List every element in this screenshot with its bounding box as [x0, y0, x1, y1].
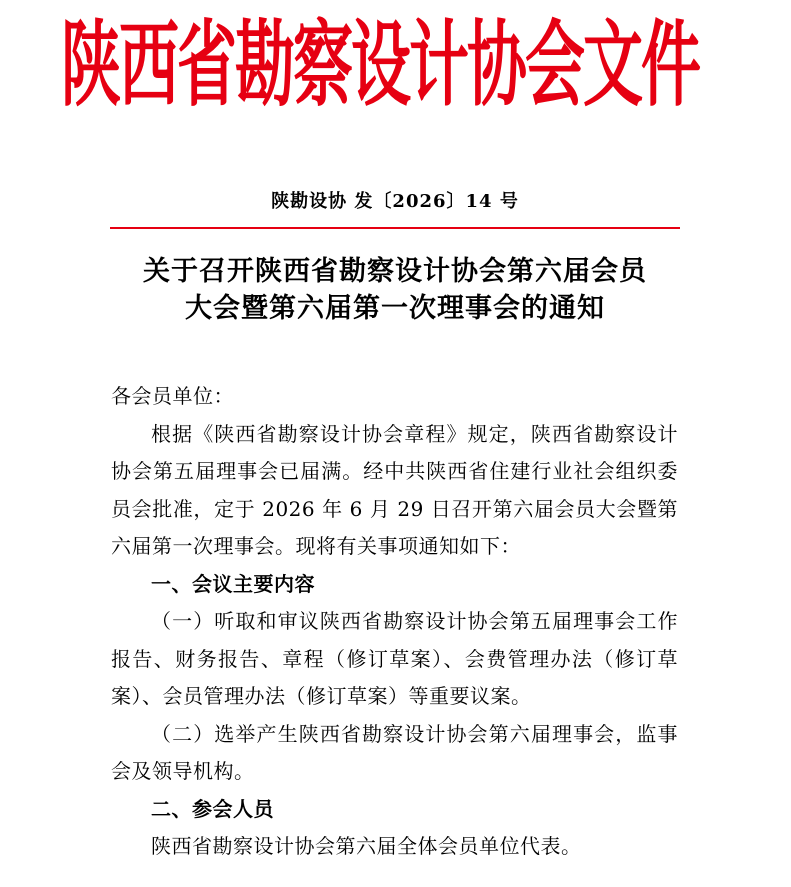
participants-paragraph: 陕西省勘察设计协会第六届全体会员单位代表。 [151, 834, 582, 858]
agenda-item-1: （一）听取和审议陕西省勘察设计协会第五届理事会工作报告、财务报告、章程（修订草案）、会费管理办法（修订草案）、会员管理办法（修订草案）等重要议案。 [111, 609, 678, 708]
notice-title [80, 253, 710, 327]
section-heading-participants: 二、参会人员 [151, 796, 274, 821]
notice-title-line-1: 关于召开陕西省勘察设计协会第六届会员 [143, 256, 647, 287]
masthead-title: 陕西省勘察设计协会文件 [61, 11, 699, 121]
document-number: 陕勘设协 发〔2026〕14 号 [271, 191, 519, 212]
notice-title-line-2: 大会暨第六届第一次理事会的通知 [185, 293, 605, 324]
agenda-item-2: （二）选举产生陕西省勘察设计协会第六届理事会，监事会及领导机构。 [111, 721, 678, 783]
document-body [111, 378, 678, 866]
red-divider-line [110, 227, 680, 229]
section-heading-meeting-content: 一、会议主要内容 [151, 571, 315, 596]
intro-paragraph: 根据《陕西省勘察设计协会章程》规定，陕西省勘察设计协会第五届理事会已届满。经中共陕西省住建行业社会组织委员会批准，定于 2026 年 6 月 29 日召开第六届会员大会暨第六届第一次理事会。现将有关事项通知如下： [111, 421, 678, 558]
salutation: 各会员单位： [111, 384, 234, 408]
